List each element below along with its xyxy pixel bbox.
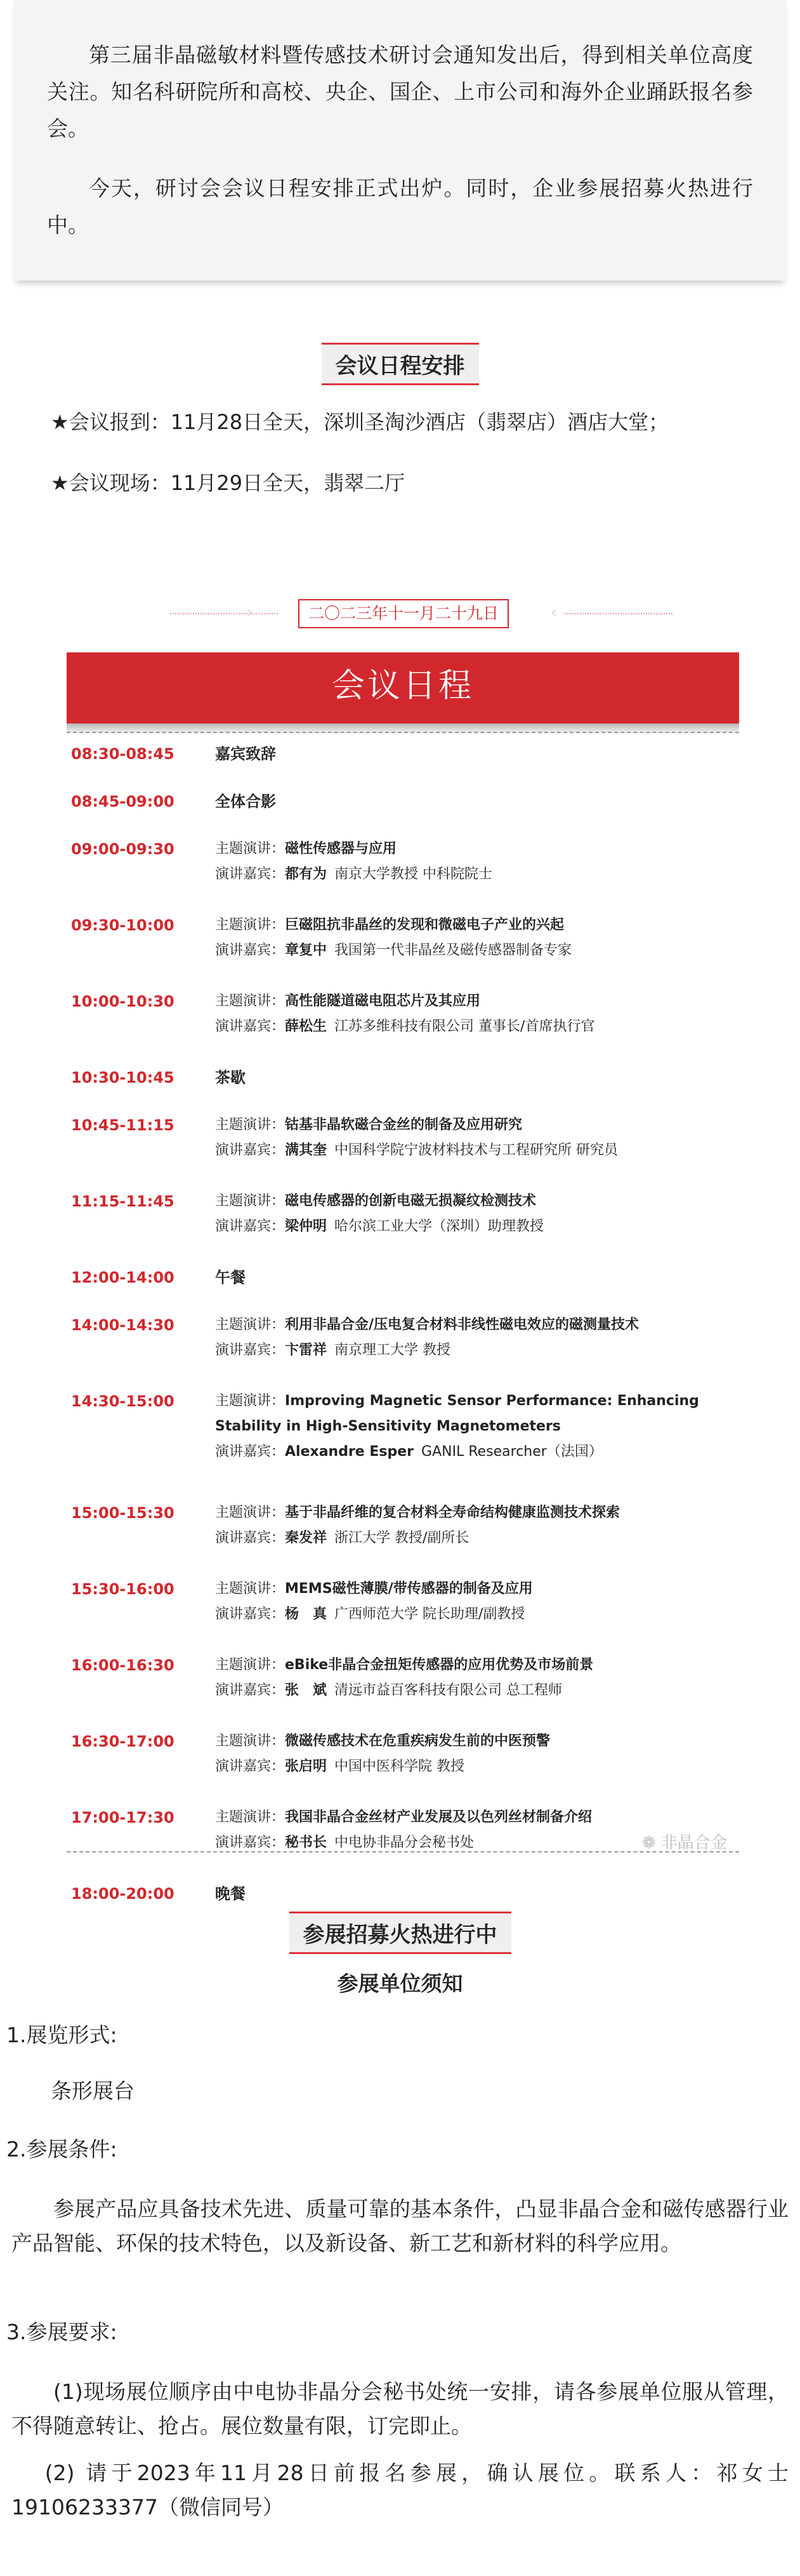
schedule-time: 10:00-10:30 <box>71 993 174 1010</box>
schedule-event: 茶歇 <box>215 1069 246 1087</box>
schedule-time: 14:30-15:00 <box>71 1392 174 1410</box>
topic-line <box>215 1576 731 1602</box>
topic-title: 钴基非晶软磁合金丝的制备及应用研究 <box>285 1117 523 1133</box>
topic-label: 主题演讲： <box>215 1193 285 1209</box>
schedule-event: 嘉宾致辞 <box>215 745 276 763</box>
schedule-time: 08:45-09:00 <box>71 793 174 810</box>
topic-title: 高性能隧道磁电阻芯片及其应用 <box>285 993 481 1009</box>
schedule-content <box>215 913 731 963</box>
speaker-affiliation: 哈尔滨工业大学（深圳）助理教授 <box>334 1219 544 1234</box>
decorative-line-right <box>565 613 672 614</box>
schedule-content <box>215 1189 731 1239</box>
schedule-row <box>71 1500 731 1576</box>
schedule-row <box>71 913 731 989</box>
schedule-content <box>215 1113 731 1163</box>
speaker-label: 演讲嘉宾： <box>215 1444 285 1460</box>
schedule-row <box>71 1576 731 1653</box>
speaker-label: 演讲嘉宾： <box>215 942 285 958</box>
speaker-label: 演讲嘉宾： <box>215 1606 285 1622</box>
schedule-list <box>71 741 731 1929</box>
topic-label: 主题演讲： <box>215 1657 285 1673</box>
schedule-time: 16:30-17:00 <box>71 1733 174 1750</box>
agenda-banner: 会议日程 <box>67 652 739 723</box>
divider-bottom <box>67 1851 739 1853</box>
speaker-affiliation: 江苏多维科技有限公司 董事长/首席执行官 <box>334 1019 595 1034</box>
topic-line <box>215 1389 731 1414</box>
schedule-content <box>215 836 731 887</box>
schedule-time: 09:30-10:00 <box>71 916 174 934</box>
schedule-time: 08:30-08:45 <box>71 745 174 763</box>
speaker-label: 演讲嘉宾： <box>215 1530 285 1546</box>
schedule-row <box>71 989 731 1065</box>
topic-title: eBike非晶合金扭矩传感器的应用优势及市场前景 <box>285 1657 594 1673</box>
topic-label: 主题演讲： <box>215 1581 285 1597</box>
speaker-name: 薛松生 <box>285 1019 327 1034</box>
schedule-content <box>215 1312 731 1363</box>
topic-label: 主题演讲： <box>215 841 285 857</box>
chevron-right-icon: › <box>246 603 253 622</box>
schedule-event: 午餐 <box>215 1269 246 1286</box>
speaker-affiliation: 广西师范大学 院长助理/副教授 <box>334 1606 525 1622</box>
speaker-name: 卞雷祥 <box>285 1342 327 1358</box>
schedule-row <box>71 1389 731 1500</box>
topic-title: Improving Magnetic Sensor Performance: Enhancing <box>285 1393 699 1409</box>
schedule-content <box>215 789 731 814</box>
chevron-left-icon: ‹ <box>551 603 558 622</box>
speaker-name: Alexandre Esper <box>285 1444 414 1460</box>
speaker-affiliation: 中国中医科学院 教授 <box>334 1759 465 1774</box>
exhibit-section-title: 参展招募火热进行中 <box>289 1912 511 1954</box>
date-label: 二〇二三年十一月二十九日 <box>298 599 509 628</box>
topic-line <box>215 836 731 862</box>
schedule-row <box>71 1729 731 1805</box>
speaker-label: 演讲嘉宾： <box>215 1219 285 1234</box>
schedule-time: 09:00-09:30 <box>71 840 174 858</box>
schedule-content <box>215 1265 731 1290</box>
speaker-label: 演讲嘉宾： <box>215 1019 285 1034</box>
topic-line <box>215 1653 731 1678</box>
exhibit-format-value: 条形展台 <box>51 2078 134 2103</box>
schedule-row <box>71 1805 731 1881</box>
schedule-content <box>215 1500 731 1551</box>
speaker-name: 秘书长 <box>285 1835 327 1851</box>
exhibit-subtitle: 参展单位须知 <box>337 1971 463 1996</box>
speaker-name: 满其奎 <box>285 1142 327 1158</box>
banner-shadow <box>67 723 739 735</box>
speaker-label: 演讲嘉宾： <box>215 1342 285 1358</box>
topic-title-continued: Stability in High-Sensitivity Magnetometers <box>215 1418 561 1434</box>
watermark-text: 非晶合金 <box>660 1833 727 1853</box>
speaker-line <box>215 1014 731 1040</box>
speaker-line <box>215 1138 731 1163</box>
topic-title: 磁电传感器的创新电磁无损凝纹检测技术 <box>285 1193 537 1209</box>
schedule-content <box>215 1576 731 1627</box>
speaker-affiliation: 我国第一代非晶丝及磁传感器制备专家 <box>334 942 572 958</box>
wechat-icon: ❁ <box>642 1833 656 1853</box>
venue-info: ★会议现场：11月29日全天，翡翠二厅 <box>51 471 405 495</box>
speaker-label: 演讲嘉宾： <box>215 866 285 882</box>
schedule-row <box>71 836 731 913</box>
schedule-row <box>71 1653 731 1729</box>
topic-label: 主题演讲： <box>215 917 285 933</box>
speaker-name: 张 斌 <box>285 1682 327 1698</box>
topic-title: 基于非晶纤维的复合材料全寿命结构健康监测技术探索 <box>285 1505 620 1521</box>
exhibit-conditions-text: 参展产品应具备技术先进、质量可靠的基本条件，凸显非晶合金和磁传感器行业产品智能、环保的技术特色，以及新设备、新工艺和新材料的科学应用。 <box>11 2196 789 2256</box>
speaker-line <box>215 1678 731 1703</box>
speaker-name: 张启明 <box>285 1759 327 1774</box>
schedule-time: 18:00-20:00 <box>71 1885 174 1903</box>
topic-title: 磁性传感器与应用 <box>285 841 397 857</box>
topic-label: 主题演讲： <box>215 1117 285 1133</box>
topic-line <box>215 1500 731 1526</box>
schedule-row <box>71 1065 731 1113</box>
speaker-line <box>215 1214 731 1239</box>
speaker-affiliation: 南京理工大学 教授 <box>334 1342 451 1358</box>
schedule-row <box>71 789 731 836</box>
schedule-time: 11:15-11:45 <box>71 1192 174 1210</box>
schedule-event: 晚餐 <box>215 1885 246 1903</box>
exhibit-heading-3: 3.参展要求: <box>6 2320 117 2344</box>
intro-paragraph-2: 今天，研讨会会议日程安排正式出炉。同时，企业参展招募火热进行中。 <box>47 176 753 237</box>
speaker-label: 演讲嘉宾： <box>215 1142 285 1158</box>
speaker-line <box>215 862 731 887</box>
topic-line <box>215 1729 731 1754</box>
intro-paragraph-1: 第三届非晶磁敏材料暨传感技术研讨会通知发出后，得到相关单位高度关注。知名科研院所和高校、央企、国企、上市公司和海外企业踊跃报名参会。 <box>47 43 753 141</box>
speaker-label: 演讲嘉宾： <box>215 1835 285 1851</box>
speaker-affiliation: 中电协非晶分会秘书处 <box>334 1835 475 1851</box>
speaker-name: 杨 真 <box>285 1606 327 1622</box>
exhibit-requirement-1: (1)现场展位顺序由中电协非晶分会秘书处统一安排，请各参展单位服从管理，不得随意转让、抢占。展位数量有限，订完即止。 <box>11 2379 789 2438</box>
speaker-affiliation: GANIL Researcher（法国） <box>421 1444 603 1460</box>
topic-line-continued <box>215 1414 731 1439</box>
topic-label: 主题演讲： <box>215 1317 285 1333</box>
decorative-line-left <box>170 613 278 614</box>
speaker-line <box>215 938 731 963</box>
topic-line <box>215 1189 731 1214</box>
speaker-affiliation: 浙江大学 教授/副所长 <box>334 1530 469 1546</box>
schedule-content <box>215 1065 731 1090</box>
exhibit-heading-2: 2.参展条件: <box>6 2137 117 2162</box>
exhibit-requirement-2: (2) 请于2023年11月28日前报名参展，确认展位。联系人：祁女士19106233377（微信同号） <box>11 2460 789 2520</box>
schedule-content <box>215 1881 731 1906</box>
schedule-content <box>215 1729 731 1780</box>
schedule-time: 17:00-17:30 <box>71 1809 174 1826</box>
schedule-time: 10:30-10:45 <box>71 1069 174 1087</box>
speaker-name: 都有为 <box>285 866 327 882</box>
topic-line <box>215 1805 731 1830</box>
speaker-name: 梁仲明 <box>285 1219 327 1234</box>
speaker-name: 秦发祥 <box>285 1530 327 1546</box>
agenda-section-title: 会议日程安排 <box>322 343 479 385</box>
speaker-affiliation: 清远市益百客科技有限公司 总工程师 <box>334 1682 563 1698</box>
topic-label: 主题演讲： <box>215 1809 285 1825</box>
exhibit-heading-1: 1.展览形式: <box>6 2023 117 2047</box>
watermark <box>642 1830 732 1853</box>
schedule-content <box>215 989 731 1040</box>
topic-title: 利用非晶合金/压电复合材料非线性磁电效应的磁测量技术 <box>285 1317 639 1333</box>
schedule-time: 16:00-16:30 <box>71 1656 174 1674</box>
schedule-row <box>71 1312 731 1389</box>
schedule-content <box>215 741 731 767</box>
intro-card <box>14 0 786 281</box>
schedule-row <box>71 741 731 789</box>
speaker-label: 演讲嘉宾： <box>215 1682 285 1698</box>
schedule-time: 15:00-15:30 <box>71 1504 174 1522</box>
topic-title: MEMS磁性薄膜/带传感器的制备及应用 <box>285 1581 533 1597</box>
topic-label: 主题演讲： <box>215 993 285 1009</box>
speaker-line <box>215 1439 731 1465</box>
topic-line <box>215 989 731 1014</box>
schedule-row <box>71 1265 731 1312</box>
topic-line <box>215 913 731 938</box>
speaker-affiliation: 中国科学院宁波材料技术与工程研究所 研究员 <box>334 1142 619 1158</box>
topic-line <box>215 1113 731 1138</box>
schedule-time: 15:30-16:00 <box>71 1580 174 1598</box>
schedule-time: 14:00-14:30 <box>71 1316 174 1334</box>
schedule-event: 全体合影 <box>215 793 276 810</box>
topic-title: 巨磁阻抗非晶丝的发现和微磁电子产业的兴起 <box>285 917 565 933</box>
speaker-line <box>215 1602 731 1627</box>
speaker-name: 章复中 <box>285 942 327 958</box>
speaker-line <box>215 1526 731 1551</box>
topic-line <box>215 1312 731 1338</box>
schedule-row <box>71 1113 731 1189</box>
schedule-time: 10:45-11:15 <box>71 1116 174 1134</box>
topic-title: 微磁传感技术在危重疾病发生前的中医预警 <box>285 1733 551 1749</box>
speaker-line <box>215 1338 731 1363</box>
speaker-line <box>215 1754 731 1780</box>
topic-label: 主题演讲： <box>215 1393 285 1409</box>
schedule-content <box>215 1653 731 1703</box>
schedule-content <box>215 1389 731 1465</box>
date-header <box>0 599 800 631</box>
topic-label: 主题演讲： <box>215 1733 285 1749</box>
registration-info: ★会议报到：11月28日全天，深圳圣淘沙酒店（翡翠店）酒店大堂； <box>51 410 669 434</box>
speaker-affiliation: 南京大学教授 中科院院士 <box>334 866 493 882</box>
speaker-label: 演讲嘉宾： <box>215 1759 285 1774</box>
schedule-time: 12:00-14:00 <box>71 1269 174 1286</box>
topic-title: 我国非晶合金丝材产业发展及以色列丝材制备介绍 <box>285 1809 593 1825</box>
schedule-row <box>71 1189 731 1265</box>
topic-label: 主题演讲： <box>215 1505 285 1521</box>
divider-top <box>67 732 739 733</box>
